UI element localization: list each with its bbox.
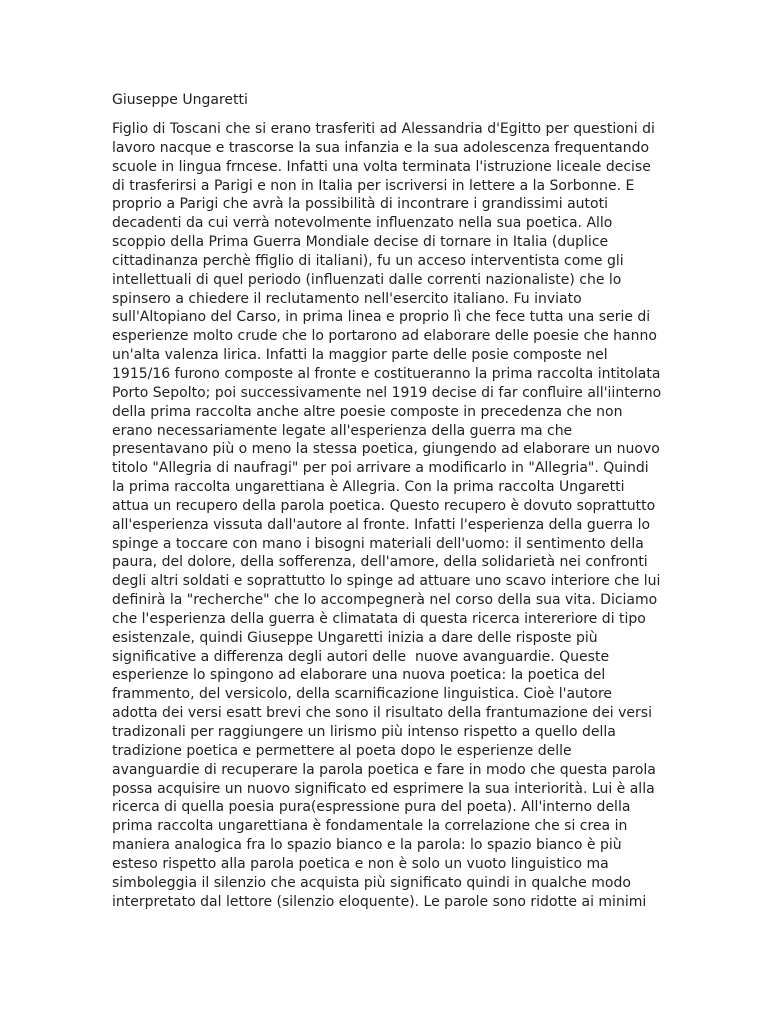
text-line: frammento, del versicolo, della scarnificazione linguistica. Cioè l'autore	[112, 686, 613, 703]
text-line: spinge a toccare con mano i bisogni materiali dell'uomo: il sentimento della	[112, 535, 644, 552]
text-line: Porto Sepolto; poi successivamente nel 1919 decise di far confluire all'iinterno	[112, 384, 662, 401]
text-line: decadenti da cui verrà notevolmente influenzato nella sua poetica. Allo	[112, 215, 613, 232]
text-line: esteso rispetto alla parola poetica e non è solo un vuoto linguistico ma	[112, 855, 609, 872]
text-line: erano necessariamente legate all'esperienza della guerra ma che	[112, 422, 573, 439]
text-line: sull'Altopiano del Carso, in prima linea e proprio lì che fece tutta una serie di	[112, 309, 651, 326]
text-line: lavoro nacque e trascorse la sua infanzia e la sua adolescenza frequentando	[112, 139, 650, 156]
text-line: 1915/16 furono composte al fronte e costitueranno la prima raccolta intitolata	[112, 365, 661, 382]
text-line: simboleggia il silenzio che acquista più significato quindi in qualche modo	[112, 874, 631, 891]
text-line: possa acquisire un nuovo significato ed esprimere la sua interiorità. Lui è alla	[112, 780, 655, 797]
text-line: di trasferirsi a Parigi e non in Italia per iscriversi in lettere a la Sorbonne. E	[112, 177, 635, 194]
text-line: esistenzale, quindi Giuseppe Ungaretti inizia a dare delle risposte più	[112, 629, 598, 646]
text-line: tradizonali per raggiungere un lirismo più intenso rispetto a quello della	[112, 724, 616, 740]
text-line: ricerca di quella poesia pura(espressione pura del poeta). All'interno della	[112, 799, 631, 816]
text-line: titolo "Allegria di naufragi" per poi arrivare a modificarlo in "Allegria". Quindi	[112, 460, 649, 477]
text-line: maniera analogica fra lo spazio bianco e la parola: lo spazio bianco è più	[112, 837, 622, 854]
text-line: significative a differenza degli autori delle nuove avanguardie. Queste	[112, 648, 610, 665]
text-line: un'alta valenza lirica. Infatti la maggior parte delle posie composte nel	[112, 347, 608, 364]
text-line: paura, del dolore, della sofferenza, dell'amore, della solidarietà nei confronti	[112, 554, 648, 571]
text-line: interpretato dal lettore (silenzio eloquente). Le parole sono ridotte ai minimi	[112, 893, 647, 910]
text-line: avanguardie di recuperare la parola poetica e fare in modo che questa parola	[112, 761, 656, 778]
text-line: che l'esperienza della guerra è climatata di questa ricerca intereriore di tipo	[112, 610, 646, 627]
text-line: della prima raccolta anche altre poesie composte in precedenza che non	[112, 403, 623, 420]
text-line: prima raccolta ungarettiana è fondamentale la correlazione che si crea in	[112, 818, 628, 835]
text-line: intellettuali di quel periodo (influenzati dalle correnti nazionaliste) che lo	[112, 271, 622, 288]
text-line: Figlio di Toscani che si erano trasferiti ad Alessandria d'Egitto per questioni di	[112, 121, 655, 137]
document-page	[112, 90, 672, 911]
text-line: all'esperienza vissuta dall'autore al fronte. Infatti l'esperienza della guerra lo	[112, 516, 651, 533]
text-line: attua un recupero della parola poetica. Questo recupero è dovuto soprattutto	[112, 497, 656, 514]
document-body	[112, 120, 672, 911]
text-line: proprio a Parigi che avrà la possibilità di incontrare i grandissimi autoti	[112, 196, 608, 213]
text-line: esperienze molto crude che lo portarono ad elaborare delle poesie che hanno	[112, 328, 657, 345]
text-line: cittadinanza perchè ffiglio di italiani), fu un acceso interventista come gli	[112, 252, 624, 269]
text-line: presentavano più o meno la stessa poetica, giungendo ad elaborare un nuovo	[112, 441, 660, 458]
text-line: scuole in lingua frncese. Infatti una volta terminata l'istruzione liceale decise	[112, 158, 651, 175]
text-line: definirà la "recherche" che lo accompegnerà nel corso della sua vita. Diciamo	[112, 592, 658, 609]
text-line: esperienze lo spingono ad elaborare una nuova poetica: la poetica del	[112, 667, 606, 684]
text-line: spinsero a chiedere il reclutamento nell'esercito italiano. Fu inviato	[112, 290, 582, 307]
document-title: Giuseppe Ungaretti	[112, 92, 248, 108]
text-line: tradizione poetica e permettere al poeta dopo le esperienze delle	[112, 742, 572, 759]
text-line: la prima raccolta ungarettiana è Allegria. Con la prima raccolta Ungaretti	[112, 479, 625, 496]
text-line: degli altri soldati e soprattutto lo spinge ad attuare uno scavo interiore che lui	[112, 573, 661, 590]
text-line: adotta dei versi esatt brevi che sono il risultato della frantumazione dei versi	[112, 705, 652, 722]
text-line: scoppio della Prima Guerra Mondiale decise di tornare in Italia (duplice	[112, 234, 609, 251]
